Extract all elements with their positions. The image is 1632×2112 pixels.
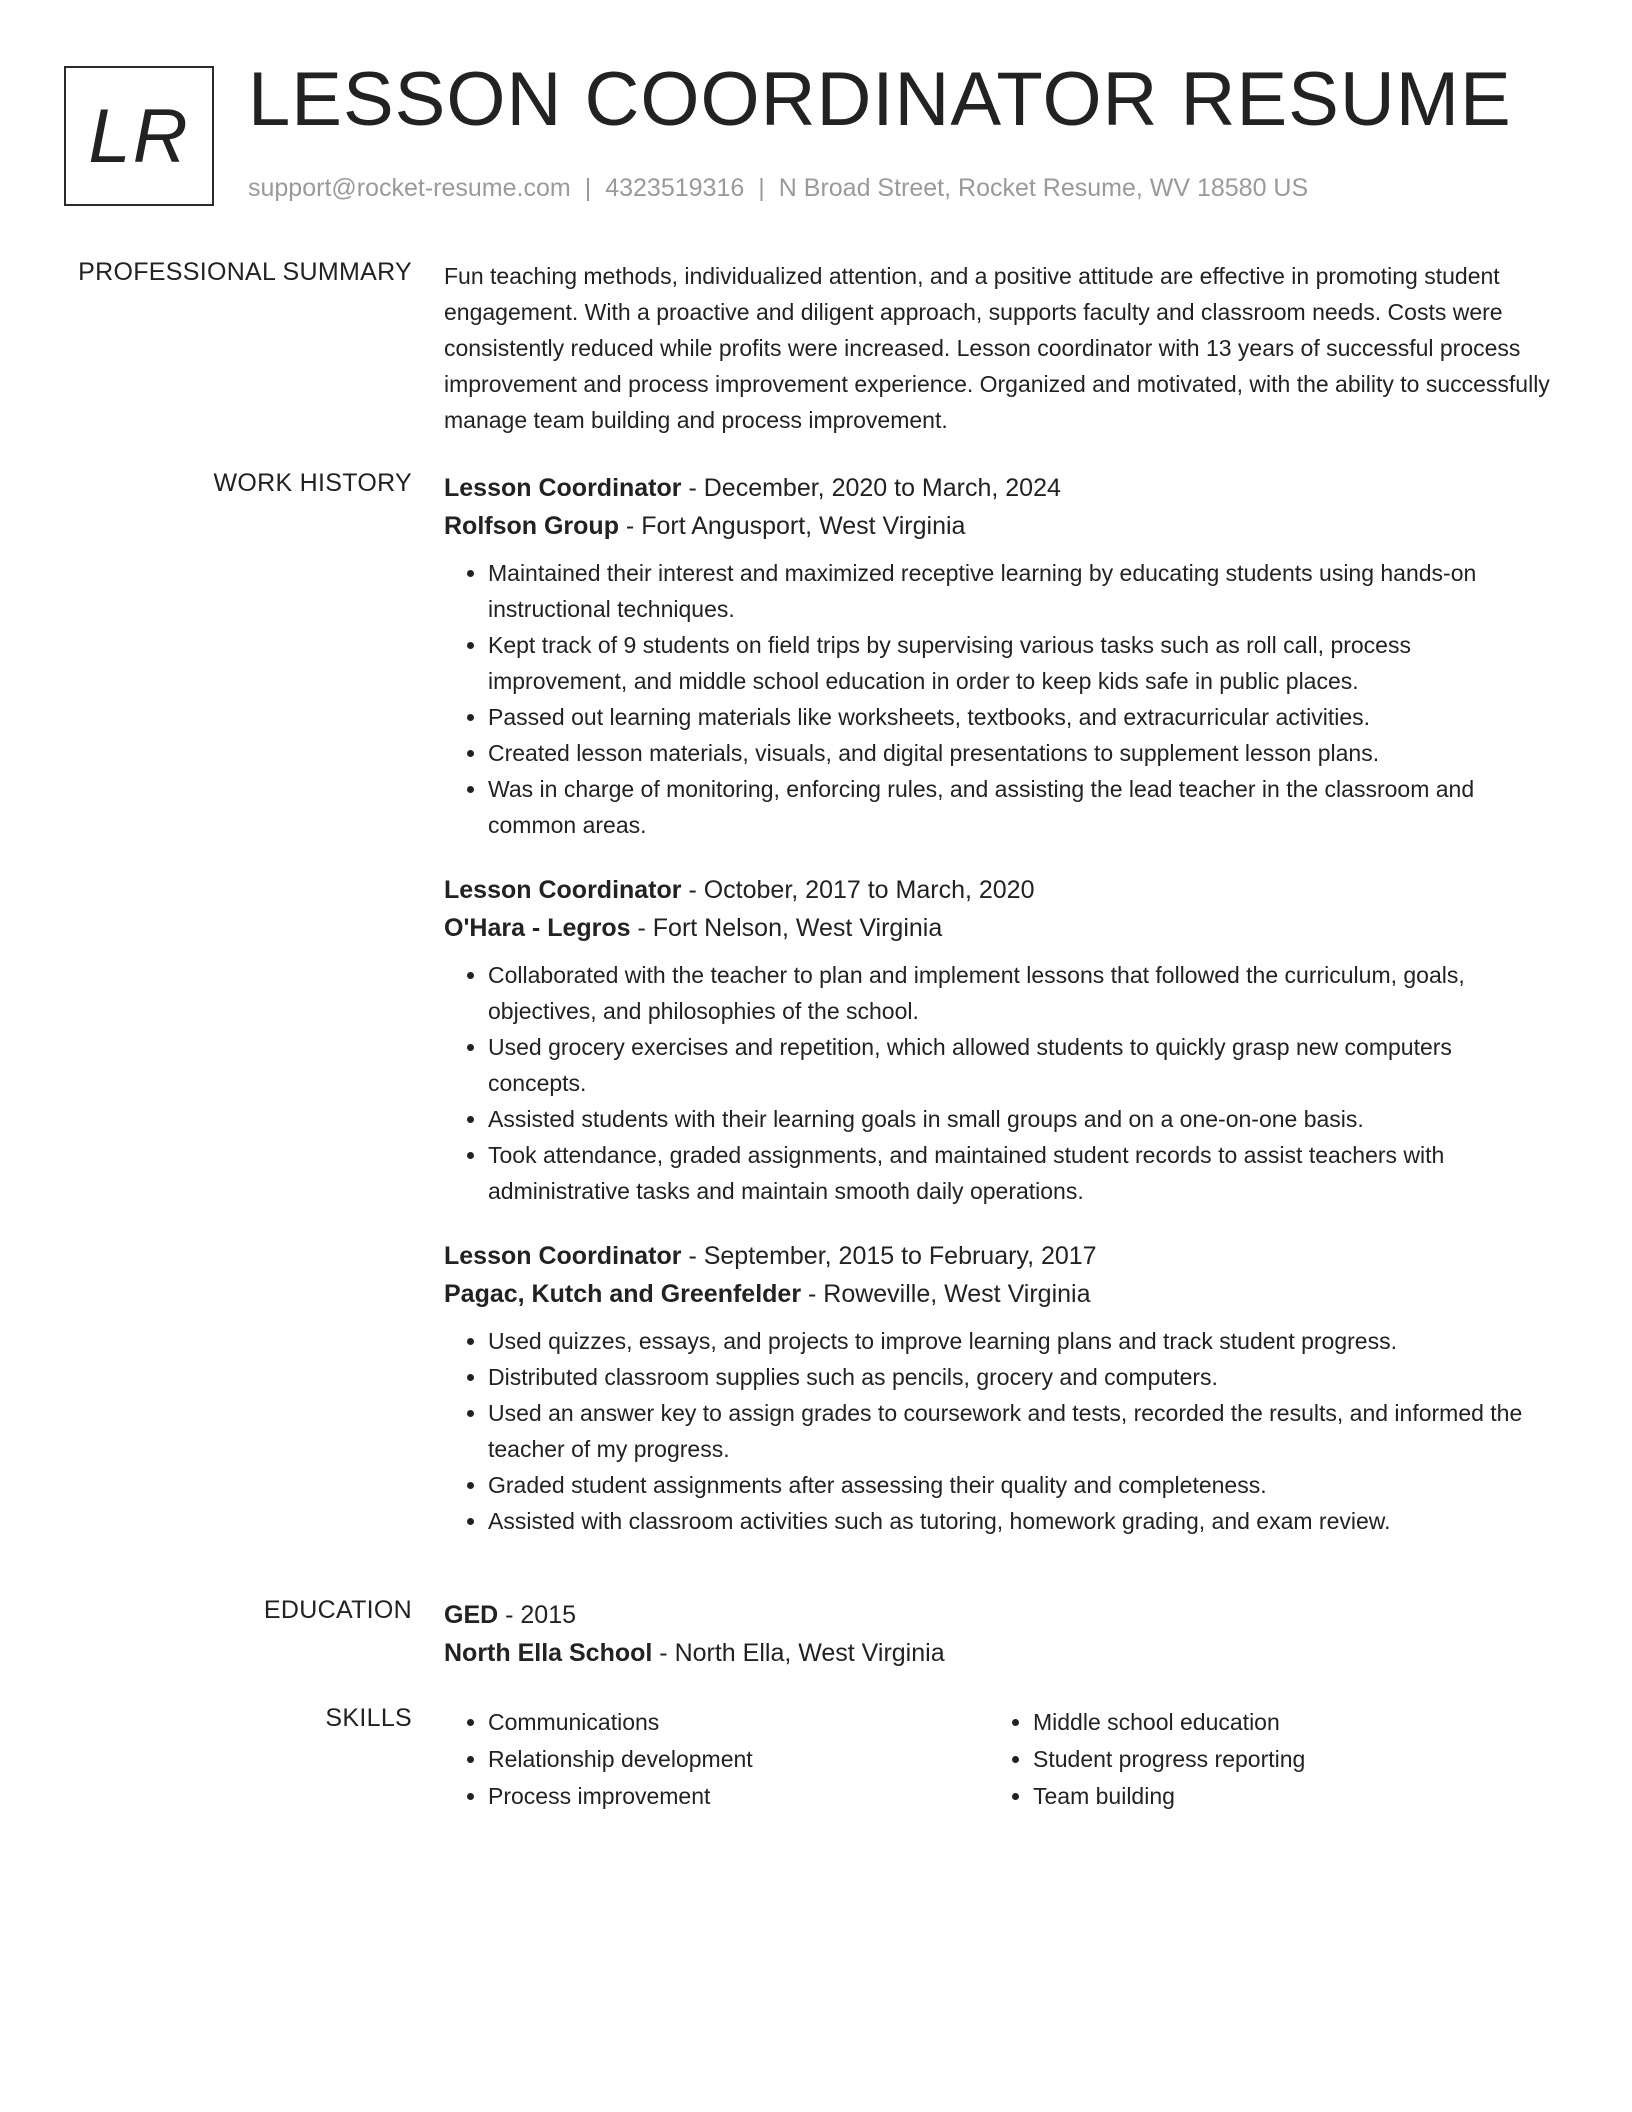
job-company-line [444,909,1556,947]
job-bullet: • Took attendance, graded assignments, and maintained student records to assist teachers with administrative tasks and maintain smooth daily operations. [488,1137,1556,1209]
job-company: Rolfson Group [444,512,619,540]
education-location: - North Ella, West Virginia [652,1639,945,1667]
skill-item: • Student progress reporting [1033,1741,1534,1778]
summary-text: Fun teaching methods, individualized attention, and a positive attitude are effective in promoting student engagement. With a proactive and diligent approach, supports faculty and classroom needs. Costs were consistently reduced while profits were increased. Lesson coordinator with 13 years of successful process improvement and process improvement experience. Organized and motivated, with the ability to successfully manage team building and process improvement. [444,263,1550,433]
skill-item: • Team building [1033,1778,1534,1815]
work-history-heading: WORK HISTORY [213,469,412,497]
education-heading: EDUCATION [263,1596,412,1624]
job-title-line [444,469,1556,507]
job-dates: - September, 2015 to February, 2017 [681,1242,1097,1270]
job-bullet: • Graded student assignments after assessing their quality and completeness. [488,1467,1556,1503]
education-school-line [444,1634,1556,1672]
job-location: - Roweville, West Virginia [801,1280,1091,1308]
job-dates: - October, 2017 to March, 2020 [681,876,1035,904]
job-location: - Fort Angusport, West Virginia [618,512,966,540]
job-bullets [444,1323,1556,1539]
education-body [444,1596,1556,1672]
education-school: North Ella School [444,1639,653,1667]
contact-email[interactable]: support@rocket-resume.com [248,174,571,202]
job-title: Lesson Coordinator [444,1242,682,1270]
skills-column-right [989,1704,1534,1815]
job-title: Lesson Coordinator [444,474,682,502]
job-company-line [444,1275,1556,1313]
job-title-line [444,1237,1556,1275]
summary-body [444,258,1556,438]
summary-heading: PROFESSIONAL SUMMARY [78,258,412,286]
job-bullet: • Collaborated with the teacher to plan and implement lessons that followed the curriculum, goals, objectives, and philosophies of the school. [488,957,1556,1029]
contact-address: N Broad Street, Rocket Resume, WV 18580 US [778,174,1309,202]
education-degree-line [444,1596,1556,1634]
skills-column-left [444,1704,989,1815]
job-location: - Fort Nelson, West Virginia [630,914,943,942]
education-year: - 2015 [498,1601,577,1629]
skill-item: • Middle school education [1033,1704,1534,1741]
contact-separator: | [758,174,765,202]
skills-columns [444,1704,1556,1815]
skill-item: • Communications [488,1704,989,1741]
job-bullets [444,957,1556,1209]
job-bullet: • Used an answer key to assign grades to coursework and tests, recorded the results, and informed the teacher of my progress. [488,1395,1556,1467]
job-entry [444,1237,1556,1539]
job-bullet: • Passed out learning materials like worksheets, textbooks, and extracurricular activities. [488,699,1556,735]
job-bullet: • Used quizzes, essays, and projects to improve learning plans and track student progress. [488,1323,1556,1359]
skills-list [444,1704,989,1815]
job-entry [444,469,1556,843]
resume-title: LESSON COORDINATOR RESUME [248,57,1512,142]
job-bullet: • Kept track of 9 students on field trips by supervising various tasks such as roll call, process improvement, and middle school education in order to keep kids safe in public places. [488,627,1556,699]
job-title-line [444,871,1556,909]
monogram-logo: LR [64,66,214,206]
skills-heading: SKILLS [325,1704,412,1732]
skills-body [444,1704,1556,1815]
skill-item: • Process improvement [488,1778,989,1815]
job-company-line [444,507,1556,545]
contact-separator: | [584,174,592,202]
job-bullet: • Maintained their interest and maximized receptive learning by educating students using hands-on instructional techniques. [488,555,1556,627]
contact-line [248,174,1308,203]
job-bullets [444,555,1556,843]
contact-phone[interactable]: 4323519316 [605,174,745,202]
job-bullet: • Distributed classroom supplies such as pencils, grocery and computers. [488,1359,1556,1395]
job-bullet: • Used grocery exercises and repetition, which allowed students to quickly grasp new computers concepts. [488,1029,1556,1101]
job-bullet: • Assisted students with their learning goals in small groups and on a one-on-one basis. [488,1101,1556,1137]
skills-list [989,1704,1534,1815]
job-bullet: • Created lesson materials, visuals, and digital presentations to supplement lesson plans. [488,735,1556,771]
job-bullet: • Assisted with classroom activities such as tutoring, homework grading, and exam review. [488,1503,1556,1539]
job-bullet: • Was in charge of monitoring, enforcing rules, and assisting the lead teacher in the classroom and common areas. [488,771,1556,843]
job-company: Pagac, Kutch and Greenfelder [444,1280,802,1308]
job-dates: - December, 2020 to March, 2024 [681,474,1061,502]
work-history-body [444,469,1556,1567]
job-company: O'Hara - Legros [444,914,631,942]
job-entry [444,871,1556,1209]
skill-item: • Relationship development [488,1741,989,1778]
job-title: Lesson Coordinator [444,876,682,904]
education-degree: GED [444,1601,499,1629]
